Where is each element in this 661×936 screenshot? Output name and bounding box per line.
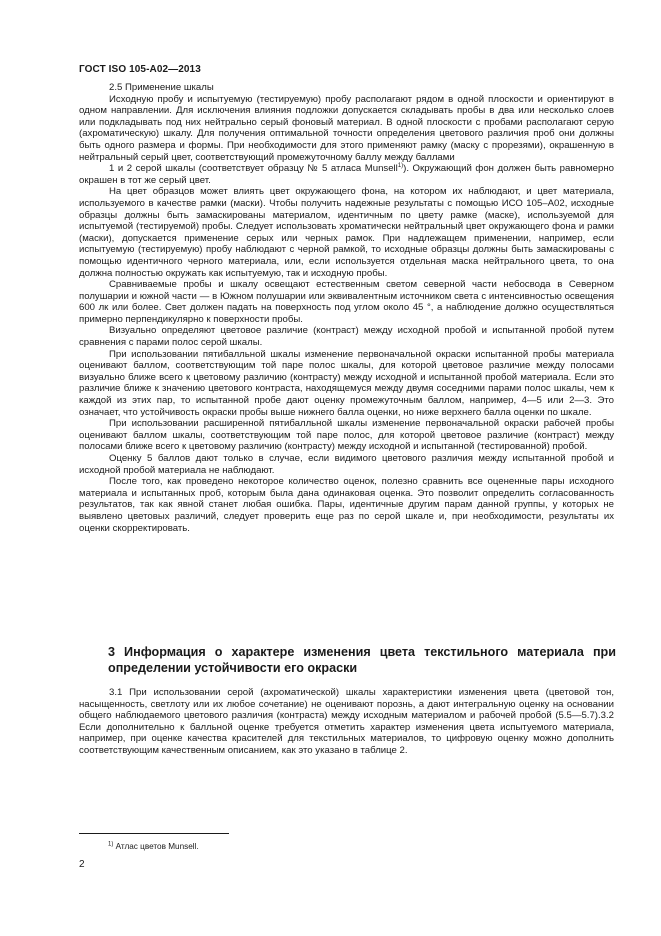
- section-3-heading: 3 Информация о характере изменения цвета текстильного материала при определении устойчивости его окраски: [108, 645, 616, 675]
- section-3-body: [79, 687, 614, 757]
- footnote-marker: 1): [397, 162, 404, 169]
- paragraph: Исходную пробу и испытуемую (тестируемую) пробу располагают рядом в одной плоскости и ориентируют в одном направлении. Для исключения влияния подложки допускается складывать пробы в два или несколько слоев или подкладывать под них нейтрально серый фоновый материал. В одной плоскости с пробами располагают серую (ахроматическую) шкалу. Для получения оптимальной точности определения цветового различия проб они должны быть одного размера и формы. При необходимости для этого применяют рамку (маску с прорезями), окрашенную в нейтральный серый цвет, соответствующий промежуточному баллу между баллами: [79, 93, 614, 163]
- footnote-text: Атлас цветов Munsell.: [113, 842, 199, 851]
- footnote-marker: 1): [108, 841, 114, 848]
- paragraph: На цвет образцов может влиять цвет окружающего фона, на котором их наблюдают, и цвет материала, используемого в качестве рамки (маски). Чтобы получить надежные результаты с помощью ИСО 105–А02, исходные образцы должны быть замаскированы материалом, идентичным по цвету рамке (маске), используемой для испытуемой (тестируемой) пробы. Следует использовать хроматически нейтральный цвет окружающего фона и рамки (маски), допускается применение серых или черных рамок. При надлежащем применении, например, если испытуемую (тестируемую) пробу наблюдают с черной рамкой, то исходные образцы должны быть замаскированы с помощью идентичного черного материала, или, если используется отдельная маска нейтрального цвета, то она должна полностью окружать как испытуемую, так и исходную пробы.: [79, 186, 614, 279]
- paragraph: Оценку 5 баллов дают только в случае, если видимого цветового различия между испытанной пробой и исходной пробой материала не наблюдают.: [79, 453, 614, 476]
- footnote: [108, 842, 199, 851]
- subsection-title: 2.5 Применение шкалы: [109, 82, 214, 93]
- paragraph: 3.1 При использовании серой (ахроматической) шкалы характеристики изменения цвета (цветовой тон, насыщенность, светлоту или их любое сочетание) не оценивают порознь, а дают интегральную оценку на основании общего наблюдаемого цветового различия (контраста) между исходным материалом и рабочей пробой (5.5—5.7).3.2 Если дополнительно к балльной оценке требуется отметить характер изменения цвета испытуемого материала, например, при оценке качества красителей для текстильных материалов, то цифровую оценку можно дополнить соответствующим качественным описанием, как это указано в таблице 2.: [79, 687, 614, 756]
- page-number: 2: [79, 859, 85, 870]
- paragraph: При использовании пятибалльной шкалы изменение первоначальной окраски испытанной пробы материала оценивают баллом, соответствующим той паре полос шкалы, для которой цветовое различие между полосами визуально ближе всего к цветовому различию (контрасту) между исходной и испытанной пробой материала. Если это различие ближе к значению цветового контраста, находящемуся между двумя соседними парами полос шкалы, чем к каждой из этих пар, то испытанной пробе дают оценку промежуточным баллом, например, 4—5 или 2—3. Это означает, что устойчивость окраски пробы выше нижнего балла оценки, но ниже верхнего балла оценки по шкале.: [79, 348, 614, 418]
- paragraph: Визуально определяют цветовое различие (контраст) между исходной пробой и испытанной пробой путем сравнения с парами полос серой шкалы.: [79, 325, 614, 349]
- munsell-text: 1 и 2 серой шкалы (соответствует образцу № 5 атласа Munsell: [109, 163, 398, 175]
- munsell-suffix: ). Окружающий фон должен быть равномерно окрашен в тот же серый цвет.: [79, 163, 614, 186]
- paragraph: Сравниваемые пробы и шкалу освещают естественным светом северной части небосвода в Северном полушарии и южной части — в Южном полушарии или эквивалентным источником света с интенсивностью освещения 600 лк или более. Свет должен падать на поверхность под углом около 45 °, а наблюдение должно осуществляться примерно перпендикулярно к поверхности пробы.: [79, 279, 614, 325]
- paragraph: При использовании расширенной пятибалльной шкалы изменение первоначальной окраски рабочей пробы оценивают баллом шкалы, соответствующим той паре полос, для которой цветовое различие (контраст) между полосами ближе всего к цветовому различию (контрасту) между исходной и испытанной (тестированной) пробой.: [79, 418, 614, 453]
- paragraph: После того, как проведено некоторое количество оценок, полезно сравнить все оцененные пары исходного материала и испытанных проб, которым была дана одинаковая оценка. Это позволит определить согласованность результатов, так как явной станет любая ошибка. Пары, идентичные другим парам данной группы, у которых не выявлено цветовых различий, следует проверить еще раз по серой шкале и, при необходимости, результаты их оценки скорректировать.: [79, 476, 614, 534]
- paragraph-munsell: [79, 163, 614, 186]
- footnote-divider: [79, 833, 229, 834]
- section-2-5-body: [79, 82, 614, 534]
- document-header: ГОСТ ISO 105-A02—2013: [79, 64, 201, 75]
